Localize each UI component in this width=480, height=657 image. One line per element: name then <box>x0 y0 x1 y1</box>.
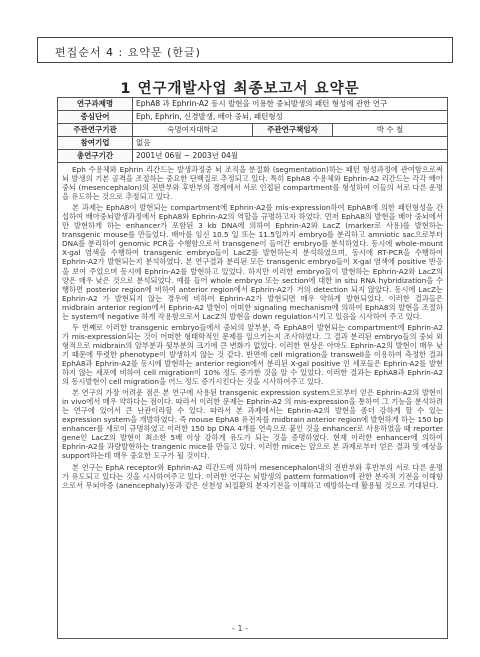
director-label: 주관연구책임자 <box>253 124 333 137</box>
period-label: 총연구기간 <box>58 150 133 163</box>
table-row-summary <box>58 163 448 639</box>
summary-body <box>58 163 448 639</box>
summary-paragraph: 본 연구의 가장 어려운 점은 본 연구에 사용된 transgenic expression system으로부터 얻은 Ephrin-A2의 발현이 in vivo에서 매우 약하다는 점이다. 따라서 이러한 문제는 Ephrin-A2 의 mis-expression을 통하여 그 기능을 분석하려는 연구에 있어서 큰 난관이라할 수 있다. 따라서 본 과제에서는 Ephrin-A2의 발현을 좀더 강하게 할 수 있는 expression system을 개발하였다. 즉 mouse EphA8 유전자를 midbrain anterior region에 발현하게 하는 150 bp enhancer를 새로이 규명하였고 이러한 150 bp DNA 4개를 연속으로 붙인 것을 enhancer로 사용하였을 때 reporter gene인 LacZ의 발현이 최소한 5배 이상 강하게 유도가 되는 것을 증명하였다. 현재 이러한 enhancer에 의하여 Ephrin-A2를 과량발현하는 trangenic mice를 만들고 있다. 이러한 mice는 앞으로 본 과제로부터 얻은 결과 및 예상을 support하는데 매우 중요한 도구가 될 것이다. <box>62 388 444 461</box>
table-row-institution <box>58 124 448 137</box>
project-title-label: 연구과제명 <box>58 98 133 111</box>
report-title: 1 연구개발사업 최종보고서 요약문 <box>120 81 360 97</box>
period-value: 2001년 06월 ~ 2003년 04월 <box>133 150 448 163</box>
summary-paragraph: 두 번째로 이러한 transgenic embryo들에서 중뇌의 앞부분, 즉 EphA8이 발현되는 compartment에 Ephrin-A2가 mis-expression되는 것이 어떠한 형태학적인 문제를 일으키는지 조사하였다. 그 결과 분리된 embryo들의 중뇌 외형적으로 midbrain의 앞부분과 뒷부분의 크기에 큰 변화가 없었다. 이러한 현상은 아마도 Ephrin-A2의 발현이 매우 낮기 때문에 뚜렷한 phenotype이 발생하지 않는 것 같다. 반면에 cell migration을 transwell을 이용하여 측정한 결과 EphA8과 Ephrin-A2를 동시에 발현하는 anterior region에서 분리된 X-gal positive 인 세포들은 Ephrin-A2를 발현하지 않는 세포에 비하여 cell migration이 10% 정도 증가한 것을 알 수 있었다. 이러한 결과는 EphA8과 Ephrin-A2의 동시발현이 cell migration을 어느 정도 증가시킨다는 것을 시사하여주고 있다. <box>62 322 444 387</box>
edition-box <box>37 37 453 63</box>
table-row-keywords <box>58 111 448 124</box>
participants-value: 없음 <box>133 137 448 150</box>
edition-label: 편집순서 4 : 요약문 (한글) <box>55 46 201 59</box>
institution-value: 숙명여자대학교 <box>133 124 253 137</box>
summary-table <box>57 97 448 639</box>
summary-paragraph: 본 과제는 EphA8이 발현되는 compartment에 Ephrin-A2를 mis-expression하여 EphA8에 의한 패턴형성을 간섭하여 배아중뇌발생과정에서 EphA8와 Ephrin-A2의 역할을 규명하고자 하였다. 먼저 EphA8의 발현을 배아 중뇌에서만 발현하게 하는 enhancer가 포함된 3 kb DNA에 의하여 Ephrin-A2와 LacZ (marker로 사용)를 발현하는 transgenic mouse를 만들었다. 배아를 임신 10.5 일 또는 11.5일까지 embryo를 분리하고 amniotic sac으로부터 DNA를 분리하여 genomic PCR을 수행함으로서 transgene이 들어간 embryo를 분석하였다. 동시에 whole-mount X-gal 염색을 수행하여 transgenic embryo들이 LacZ를 발현하는지 분석하였으며, 동시에 RT-PCR을 수행하여 Ephrin-A2가 발현되는지 분석하였다. 본 연구결과 분리된 모든 transgenic embryo들이 X-gal 염색에 positive 반응을 보여 주었으며 동시에 Ephrin-A2를 발현하고 있었다. 하지만 이러한 embryo들이 발현하는 Ephrin-A2와 LacZ의 양은 매우 낮은 것으로 분석되었다. 예를 들어 whole embryo 또는 section에 대한 in situ RNA hybridization을 수행하면 posterior region에 비하여 anterior region에서 Ephrin-A2가 거의 detection 되지 않았다. 동시에 LacZ는 Ephrin-A2 가 발현되지 않는 경우에 비하여 Ephrin-A2가 발현되면 매우 약하게 발현되었다. 이러한 결과들은 midbrain anterior region에서 Ephrin-A2 발현이 어떠한 signaling mechanism에 의하여 EphA8의 발현을 조절하는 system에 negative 하게 작용함으로서 LacZ의 발현을 down regulation시키고 있음을 시사하여 주고 있다. <box>62 203 444 321</box>
page-number: - 1 - <box>232 624 248 633</box>
keywords-value: Eph, Ephrin, 신경발생, 배아 중뇌, 패턴형성 <box>133 111 448 124</box>
director-value: 박 수 철 <box>333 124 448 137</box>
summary-paragraph: Eph 수용체와 Ephrin 리간드는 발생과정중 뇌 조직을 분절화 (segmentation)하는 패턴 형성과정에 관여함으로써 뇌 발생의 기본 골격을 조절하는 중요한 단백질로 추정되고 있다. 특히 EphA8 수용체와 Ephrin-A2 리간드는 각각 배아 중뇌 (mesencephalon)의 전반부와 후반부의 경계에서 서로 인접된 compartment를 형성하여 이들의 서로 다른 운명을 유도하는 것으로 추정되고 있다. <box>62 165 444 202</box>
summary-paragraph: 본 연구는 EphA receptor와 Ephrin-A2 리간드에 의하여 mesencephalon내의 전반부와 후반부의 서로 다른 운명가 유도되고 있다는 것을 시사하여주고 있다. 이러한 연구는 뇌발생의 pattern formation에 관한 분자적 기전을 이해함으로서 무뇌아증 (anencephaly)등과 같은 선천성 뇌질환의 분자기전을 이해하고 예방하는데 활용될 것으로 기대된다. <box>62 462 444 490</box>
table-row-project <box>58 98 448 111</box>
institution-label: 주관연구기관 <box>58 124 133 137</box>
keywords-label: 중심단어 <box>58 111 133 124</box>
participants-label: 참여기업 <box>58 137 133 150</box>
project-title-value: EphA8 과 Ephrin-A2 동시 발현을 이용한 중뇌발생의 패턴 형성에 관한 연구 <box>133 98 448 111</box>
table-row-period <box>58 150 448 163</box>
table-row-participants <box>58 137 448 150</box>
